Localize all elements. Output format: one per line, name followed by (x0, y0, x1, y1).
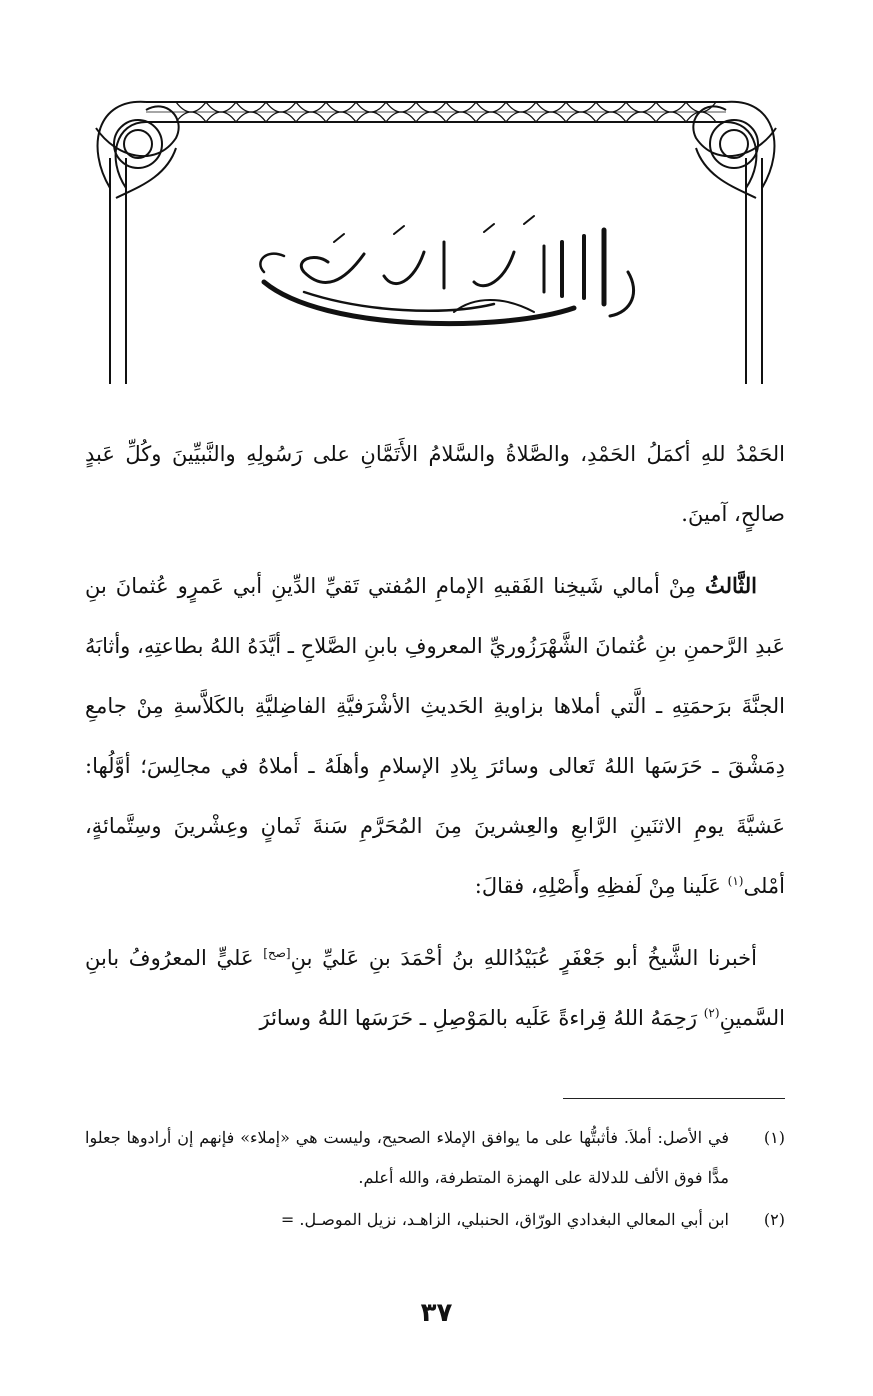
paragraph-text-tail: قِراءةً عَلَيه بالمَوْصِلِ ـ حَرَسَها اللهُ وسائرَ (259, 1006, 614, 1030)
footnote-number: (٢) (763, 1210, 785, 1229)
footnotes (85, 1118, 785, 1242)
paragraph-text: مِنْ أمالي شَيخِنا الفَقيهِ الإمامِ المُفتي تَقيِّ الدِّينِ أبي عَمرٍو عُثمانَ بنِ عَبدِ الرَّحمنِ بنِ عُثمانَ الشَّهْرَزُوريِّ المعروفِ بابنِ الصَّلاحِ ـ أيَّدَهُ اللهُ بطاعتِهِ، وأثابَهُ الجنَّةَ برَحمَتِهِ ـ الَّتي أملاها بزاويةِ الحَديثِ الأشْرَفيَّةِ الفاضِليَّةِ بالكَلاَّسةِ مِنْ جامعِ دِمَشْقَ ـ حَرَسَها اللهُ تَعالى وسائرَ بِلادِ الإسلامِ وأهلَهُ ـ أملاهُ في مجالِسَ؛ أوَّلُها: عَشيَّةَ يومِ الاثنَينِ الرَّابعِ والعِشرينَ مِنَ المُحَرَّمِ سَنةَ ثَمانٍ وعِشْرينَ وسِتَّمائةٍ، أمْلى (85, 574, 785, 898)
footnote-text: في الأصل: أملاَ. فأثبتُّها على ما يوافق الإملاء الصحيح، وليست هي «إملاء» فإنهم إن أرادوها جعلوا مدًّا فوق الألف للدلالة على الهمزة المتطرفة، والله أعلم. (85, 1128, 729, 1187)
footnote-marker-1[interactable]: (١) (727, 874, 744, 888)
honorific-phrase: رَحِمَهُ اللهُ (613, 1006, 704, 1030)
paragraph-text-tail: عَلَينا مِنْ لَفظِهِ وأَصْلِهِ، فقالَ: (474, 874, 728, 898)
footnote-text: ابن أبي المعالي البغدادي الورّاق، الحنبلي، الزاهـد، نزيل الموصـل. = (280, 1210, 729, 1229)
basmala-calligraphy (244, 212, 654, 342)
paragraph-lead: الثَّالثُ (705, 573, 757, 598)
footnote-number: (١) (763, 1128, 785, 1147)
page-number: ٣٧ (420, 1298, 453, 1328)
footnote-divider (563, 1098, 785, 1099)
correction-marker: [صح] (263, 946, 291, 960)
footnote-1 (85, 1118, 785, 1198)
opening-paragraph (85, 424, 785, 544)
paragraph-text: أخبرنا الشَّيخُ أبو جَعْفَرٍ عُبَيْدُاللهِ بنُ أحْمَدَ بنِ عَليِّ بنِ (290, 946, 757, 970)
paragraph-text: الحَمْدُ للهِ أكمَلُ الحَمْدِ، والصَّلاةُ والسَّلامُ الأَتَمَّانِ على رَسُولِهِ والنَّبيِّينَ وكُلِّ عَبدٍ صالحٍ، آمينَ. (85, 442, 785, 526)
footnote-marker-2[interactable]: (٢) (703, 1006, 720, 1020)
isnad-paragraph (85, 928, 785, 1048)
basmala-calligraphy-icon (244, 212, 654, 342)
main-text (85, 424, 785, 1060)
footnote-2 (85, 1200, 785, 1240)
paragraph-text-mid: عَليٍّ المعرُوفُ بابنِ السَّمينِ (85, 946, 785, 1030)
introduction-paragraph (85, 556, 785, 916)
